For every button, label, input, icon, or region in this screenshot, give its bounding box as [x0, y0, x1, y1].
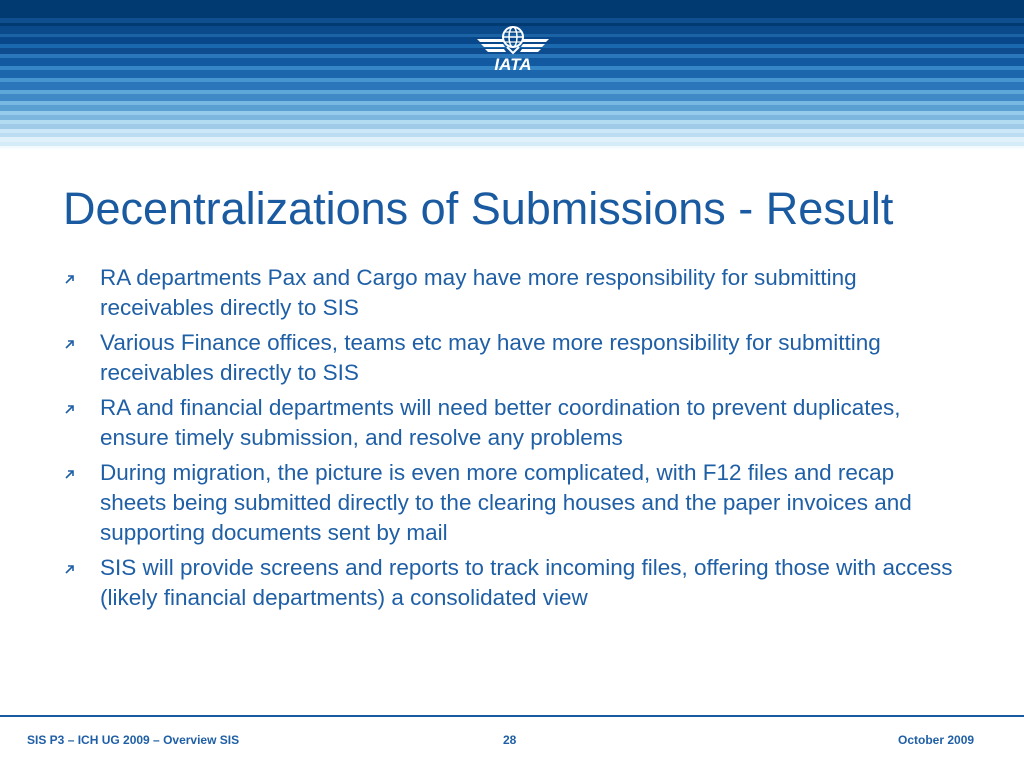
- footer-presentation-title: SIS P3 – ICH UG 2009 – Overview SIS: [27, 733, 240, 747]
- bullet-text: During migration, the picture is even more complicated, with F12 files and recap sheets being submitted directly to the clearing houses and the paper invoices and supporting documents sent by mail: [100, 460, 912, 545]
- footer-date: October 2009: [898, 733, 975, 747]
- bullet-text: SIS will provide screens and reports to track incoming files, offering those with access (likely financial departments) a consolidated view: [100, 555, 953, 610]
- iata-globe-wings-icon: [477, 27, 549, 53]
- bullet-list: [64, 263, 964, 618]
- arrow-up-right-icon: [64, 273, 76, 285]
- arrow-up-right-icon: [64, 338, 76, 350]
- arrow-up-right-icon: [64, 563, 76, 575]
- footer-divider: [0, 715, 1024, 717]
- iata-logo: [473, 20, 553, 75]
- list-item: [64, 553, 964, 613]
- list-item: [64, 393, 964, 453]
- footer-page-number: 28: [503, 733, 517, 747]
- list-item: [64, 328, 964, 388]
- header-banner: [0, 0, 1024, 150]
- list-item: [64, 458, 964, 548]
- arrow-up-right-icon: [64, 403, 76, 415]
- bullet-text: RA departments Pax and Cargo may have more responsibility for submitting receivables directly to SIS: [100, 265, 857, 320]
- bullet-text: Various Finance offices, teams etc may have more responsibility for submitting receivables directly to SIS: [100, 330, 881, 385]
- slide-title: Decentralizations of Submissions - Result: [63, 183, 894, 234]
- arrow-up-right-icon: [64, 468, 76, 480]
- iata-logo-text: IATA: [494, 55, 532, 74]
- list-item: [64, 263, 964, 323]
- bullet-text: RA and financial departments will need better coordination to prevent duplicates, ensure timely submission, and resolve any problems: [100, 395, 901, 450]
